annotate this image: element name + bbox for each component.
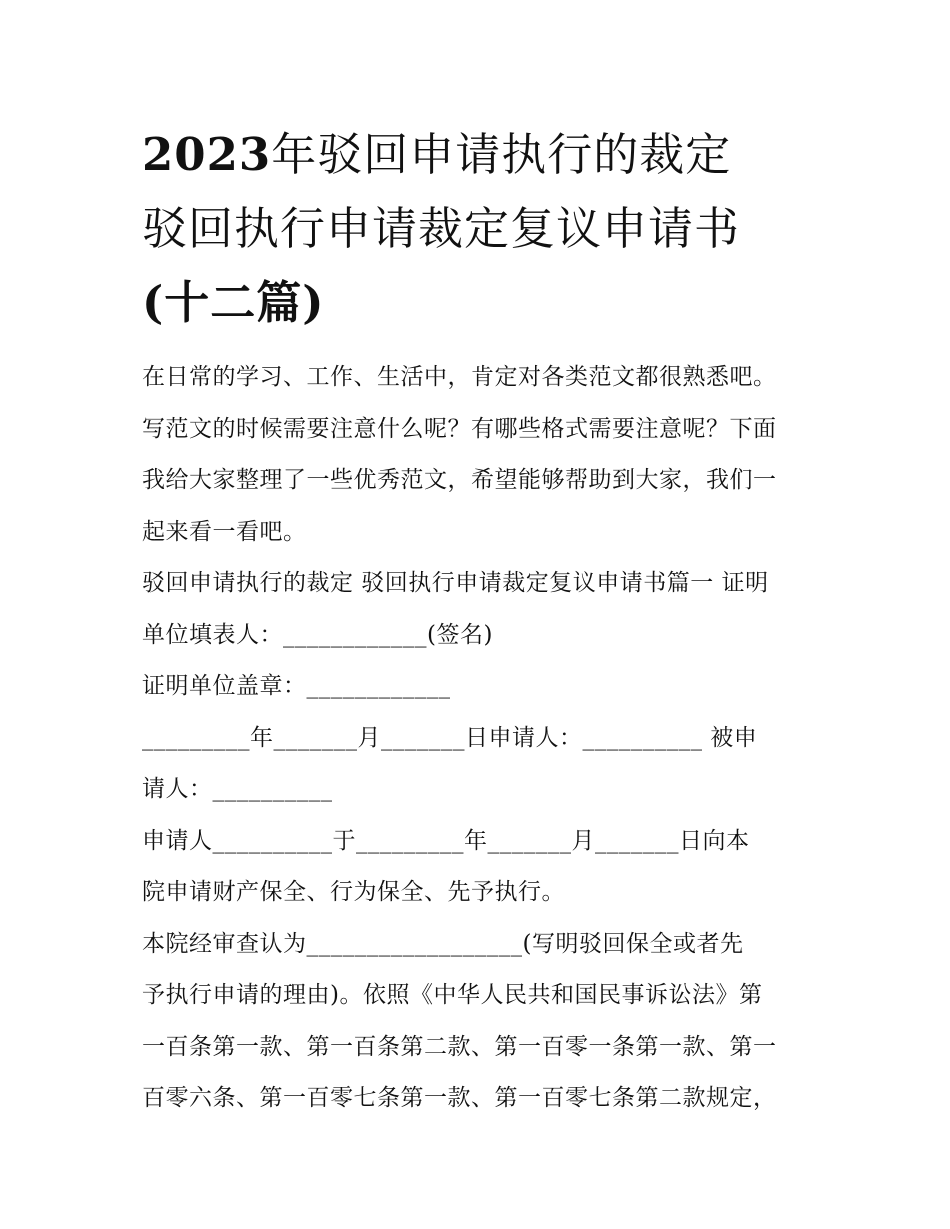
text-line: 百零六条、第一百零七条第一款、第一百零七条第二款规定， <box>142 1085 777 1111</box>
text-line: _________年_______月_______日申请人：__________ 被申 <box>142 724 758 751</box>
document-body <box>142 352 822 1125</box>
intro-paragraph <box>142 352 822 558</box>
seal-paragraph <box>142 661 822 713</box>
text-line: 一百条第一款、第一百条第二款、第一百零一条第一款、第一 <box>142 1033 777 1060</box>
text-line: 驳回申请执行的裁定 驳回执行申请裁定复议申请书篇一 证明 <box>142 570 769 596</box>
text-line: 请人：__________ <box>142 776 333 802</box>
document-title <box>142 118 822 340</box>
document-content <box>142 118 822 1125</box>
title-line-1-text: 年驳回申请执行的裁定 <box>271 128 732 181</box>
text-line: 予执行申请的理由)。依照《中华人民共和国民事诉讼法》第 <box>142 982 763 1008</box>
title-year: 2023 <box>142 128 272 181</box>
court-paragraph <box>142 919 822 1125</box>
section-heading-paragraph <box>142 558 822 661</box>
title-line-2: 驳回执行申请裁定复议申请书 <box>142 202 741 255</box>
title-line-1 <box>142 118 822 192</box>
text-line: 我给大家整理了一些优秀范文，希望能够帮助到大家，我们一 <box>142 467 777 493</box>
text-line: 证明单位盖章：____________ <box>142 673 451 699</box>
text-line: 在日常的学习、工作、生活中，肯定对各类范文都很熟悉吧。 <box>142 364 777 390</box>
date-paragraph <box>142 713 822 816</box>
text-line: 起来看一看吧。 <box>142 518 307 545</box>
text-line: 写范文的时候需要注意什么呢？有哪些格式需要注意呢？下面 <box>142 415 777 442</box>
text-line: 单位填表人：____________(签名) <box>142 621 493 648</box>
text-line: 本院经审查认为__________________(写明驳回保全或者先 <box>142 930 744 957</box>
title-line-3: (十二篇) <box>142 276 325 329</box>
text-line: 申请人__________于_________年_______月_______日向本 <box>142 827 750 854</box>
text-line: 院申请财产保全、行为保全、先予执行。 <box>142 879 565 905</box>
applicant-paragraph <box>142 816 822 919</box>
